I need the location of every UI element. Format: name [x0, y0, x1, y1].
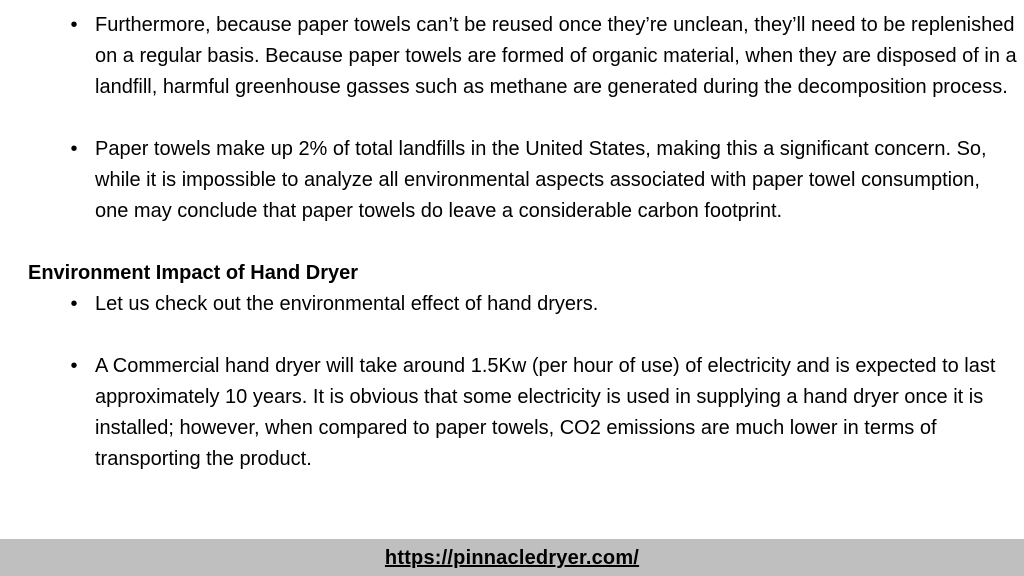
bullet-paper-towel-landfill — [28, 134, 1018, 227]
bullet-dot: • — [70, 138, 78, 160]
bullet-hand-dryer-intro — [28, 289, 1018, 320]
footer-website-link[interactable]: https://pinnacledryer.com/ — [384, 547, 640, 569]
bullet-text: Paper towels make up 2% of total landfills in the United States, making this a significant concern. So, while it is impossible to analyze all environmental aspects associated with paper towel consumption, one may conclude that paper towels do leave a considerable carbon footprint. — [95, 138, 987, 222]
spacer — [28, 320, 1018, 351]
bullet-text: A Commercial hand dryer will take around 1.5Kw (per hour of use) of electricity and is expected to last approximately 10 years. It is obvious that some electricity is used in supplying a hand dryer once it is installed; however, when compared to paper towels, CO2 emissions are much lower in terms of transporting the product. — [95, 355, 996, 470]
footer-bar — [0, 539, 1024, 576]
bullet-dot: • — [70, 293, 78, 315]
section-heading: Environment Impact of Hand Dryer — [28, 262, 359, 284]
bullet-hand-dryer-electricity — [28, 351, 1018, 475]
bullet-paper-towel-replenish — [28, 10, 1018, 103]
spacer — [28, 103, 1018, 134]
bullet-text: Furthermore, because paper towels can’t be reused once they’re unclean, they’ll need to be replenished on a regular basis. Because paper towels are formed of organic material, when they are disposed of in a landfill, harmful greenhouse gasses such as methane are generated during the decomposition process. — [95, 14, 1017, 98]
slide-content — [28, 10, 1018, 475]
bullet-dot: • — [70, 14, 78, 36]
spacer — [28, 227, 1018, 258]
bullet-dot: • — [70, 355, 78, 377]
bullet-text: Let us check out the environmental effect of hand dryers. — [95, 293, 599, 315]
